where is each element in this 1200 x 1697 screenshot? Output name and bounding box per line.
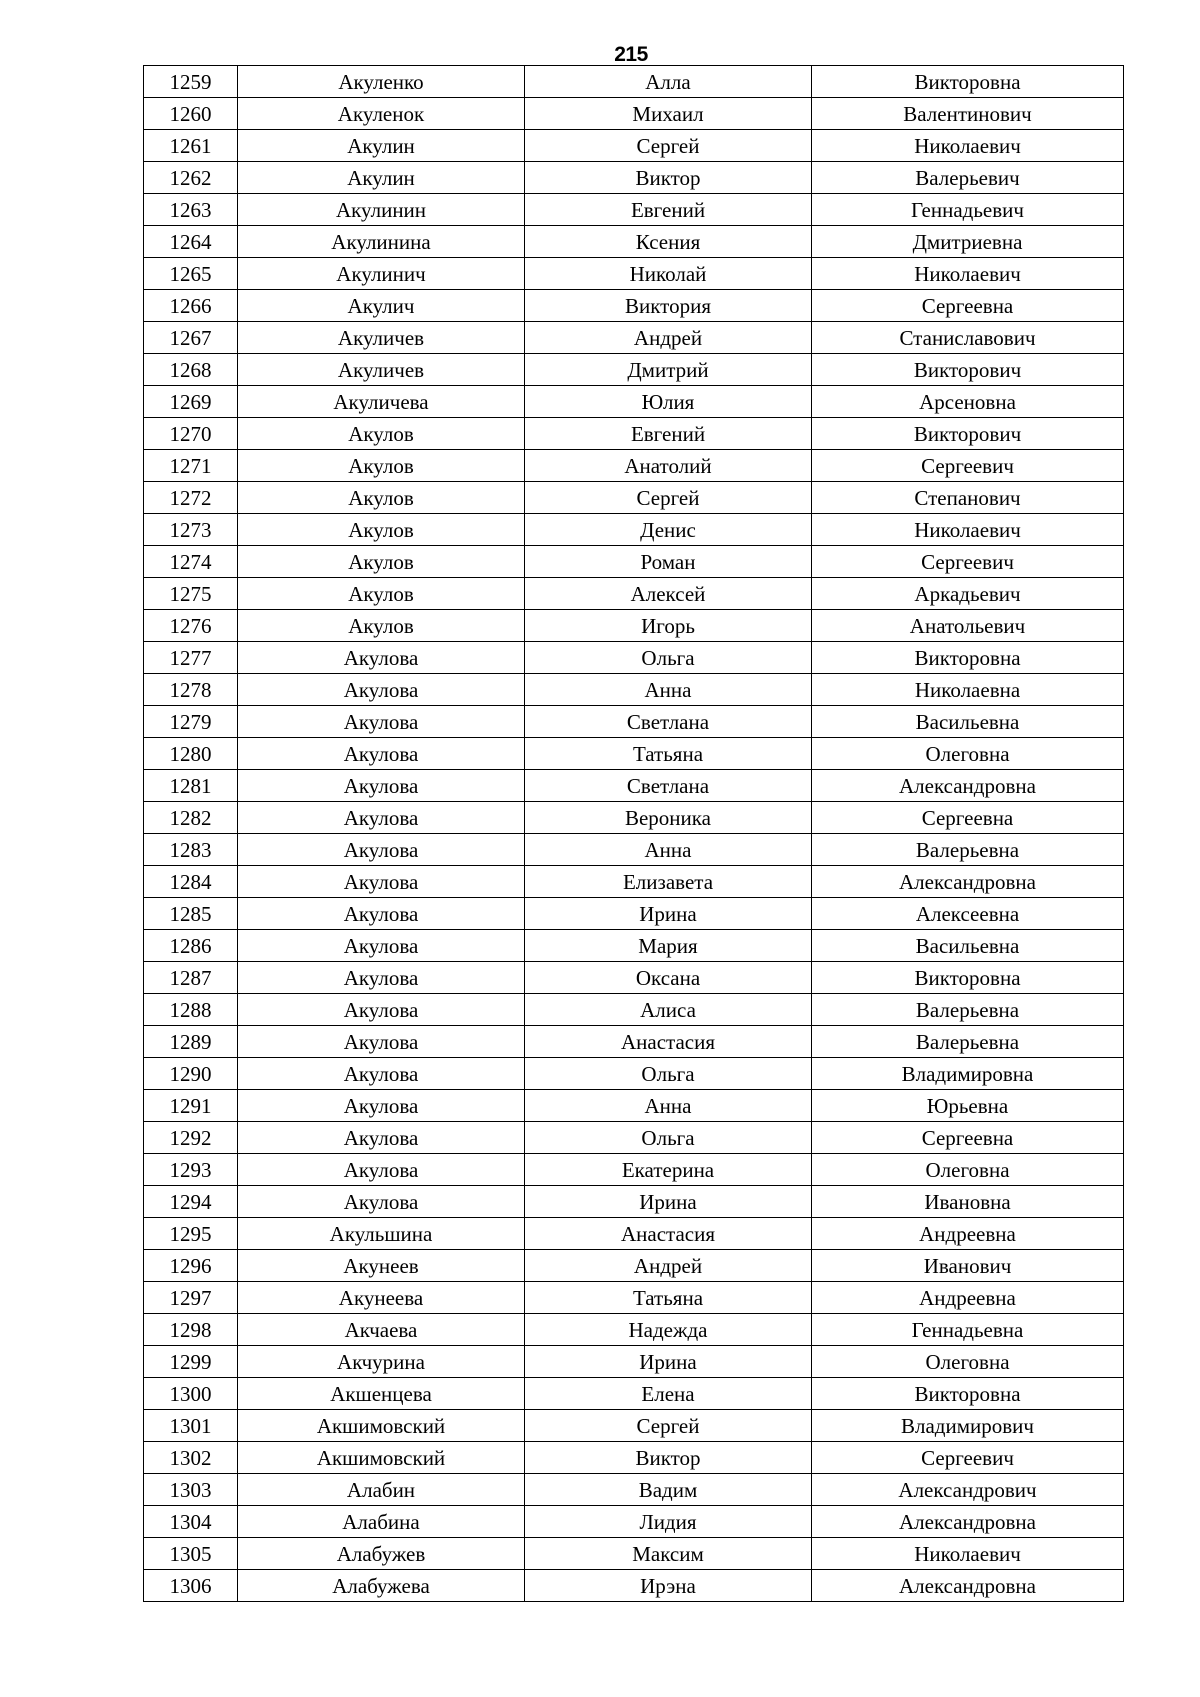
patronymic-cell: Сергеевич bbox=[812, 546, 1124, 578]
table-row bbox=[144, 322, 1124, 354]
first-name-cell: Сергей bbox=[525, 1410, 812, 1442]
first-name-cell: Анастасия bbox=[525, 1026, 812, 1058]
last-name-cell: Акульшина bbox=[238, 1218, 525, 1250]
first-name-cell: Ирина bbox=[525, 898, 812, 930]
last-name-cell: Алабужев bbox=[238, 1538, 525, 1570]
last-name-cell: Акуленко bbox=[238, 66, 525, 98]
table-row bbox=[144, 930, 1124, 962]
row-number-cell: 1304 bbox=[144, 1506, 238, 1538]
first-name-cell: Ольга bbox=[525, 642, 812, 674]
table-row bbox=[144, 834, 1124, 866]
table-row bbox=[144, 1186, 1124, 1218]
first-name-cell: Алексей bbox=[525, 578, 812, 610]
row-number-cell: 1282 bbox=[144, 802, 238, 834]
last-name-cell: Акулов bbox=[238, 450, 525, 482]
last-name-cell: Алабин bbox=[238, 1474, 525, 1506]
table-row bbox=[144, 1218, 1124, 1250]
first-name-cell: Вероника bbox=[525, 802, 812, 834]
row-number-cell: 1283 bbox=[144, 834, 238, 866]
last-name-cell: Акулова bbox=[238, 1186, 525, 1218]
patronymic-cell: Викторовна bbox=[812, 642, 1124, 674]
first-name-cell: Андрей bbox=[525, 322, 812, 354]
patronymic-cell: Валентинович bbox=[812, 98, 1124, 130]
first-name-cell: Лидия bbox=[525, 1506, 812, 1538]
page-number: 215 bbox=[614, 43, 648, 66]
table-row bbox=[144, 738, 1124, 770]
patronymic-cell: Николаевич bbox=[812, 514, 1124, 546]
row-number-cell: 1264 bbox=[144, 226, 238, 258]
last-name-cell: Акулова bbox=[238, 770, 525, 802]
row-number-cell: 1293 bbox=[144, 1154, 238, 1186]
last-name-cell: Акулин bbox=[238, 130, 525, 162]
first-name-cell: Сергей bbox=[525, 130, 812, 162]
patronymic-cell: Аркадьевич bbox=[812, 578, 1124, 610]
last-name-cell: Акшимовский bbox=[238, 1410, 525, 1442]
last-name-cell: Акулинич bbox=[238, 258, 525, 290]
patronymic-cell: Юрьевна bbox=[812, 1090, 1124, 1122]
table-row bbox=[144, 1026, 1124, 1058]
table-row bbox=[144, 962, 1124, 994]
patronymic-cell: Арсеновна bbox=[812, 386, 1124, 418]
first-name-cell: Юлия bbox=[525, 386, 812, 418]
first-name-cell: Вадим bbox=[525, 1474, 812, 1506]
last-name-cell: Акулов bbox=[238, 482, 525, 514]
patronymic-cell: Александровна bbox=[812, 770, 1124, 802]
first-name-cell: Елизавета bbox=[525, 866, 812, 898]
patronymic-cell: Сергеевна bbox=[812, 802, 1124, 834]
table-row bbox=[144, 1378, 1124, 1410]
row-number-cell: 1303 bbox=[144, 1474, 238, 1506]
row-number-cell: 1291 bbox=[144, 1090, 238, 1122]
patronymic-cell: Владимирович bbox=[812, 1410, 1124, 1442]
first-name-cell: Роман bbox=[525, 546, 812, 578]
patronymic-cell: Олеговна bbox=[812, 1154, 1124, 1186]
patronymic-cell: Викторович bbox=[812, 418, 1124, 450]
last-name-cell: Акулин bbox=[238, 162, 525, 194]
first-name-cell: Ирина bbox=[525, 1346, 812, 1378]
patronymic-cell: Валерьевна bbox=[812, 994, 1124, 1026]
last-name-cell: Акулова bbox=[238, 1154, 525, 1186]
table-row bbox=[144, 1570, 1124, 1602]
first-name-cell: Максим bbox=[525, 1538, 812, 1570]
first-name-cell: Денис bbox=[525, 514, 812, 546]
patronymic-cell: Владимировна bbox=[812, 1058, 1124, 1090]
table-row bbox=[144, 66, 1124, 98]
last-name-cell: Акшимовский bbox=[238, 1442, 525, 1474]
table-row bbox=[144, 1314, 1124, 1346]
last-name-cell: Акулов bbox=[238, 546, 525, 578]
first-name-cell: Сергей bbox=[525, 482, 812, 514]
last-name-cell: Акулов bbox=[238, 418, 525, 450]
table-row bbox=[144, 418, 1124, 450]
last-name-cell: Акулова bbox=[238, 738, 525, 770]
last-name-cell: Акулова bbox=[238, 1122, 525, 1154]
row-number-cell: 1260 bbox=[144, 98, 238, 130]
row-number-cell: 1299 bbox=[144, 1346, 238, 1378]
patronymic-cell: Викторовна bbox=[812, 66, 1124, 98]
row-number-cell: 1297 bbox=[144, 1282, 238, 1314]
row-number-cell: 1287 bbox=[144, 962, 238, 994]
first-name-cell: Евгений bbox=[525, 194, 812, 226]
patronymic-cell: Александровна bbox=[812, 1506, 1124, 1538]
first-name-cell: Ольга bbox=[525, 1058, 812, 1090]
table-row bbox=[144, 578, 1124, 610]
first-name-cell: Светлана bbox=[525, 706, 812, 738]
table-row bbox=[144, 1538, 1124, 1570]
table-row bbox=[144, 802, 1124, 834]
table-row bbox=[144, 354, 1124, 386]
patronymic-cell: Николаевич bbox=[812, 258, 1124, 290]
last-name-cell: Акулова bbox=[238, 1090, 525, 1122]
row-number-cell: 1278 bbox=[144, 674, 238, 706]
table-row bbox=[144, 1090, 1124, 1122]
last-name-cell: Акчурина bbox=[238, 1346, 525, 1378]
first-name-cell: Екатерина bbox=[525, 1154, 812, 1186]
last-name-cell: Акулинина bbox=[238, 226, 525, 258]
last-name-cell: Акулова bbox=[238, 930, 525, 962]
table-row bbox=[144, 162, 1124, 194]
first-name-cell: Надежда bbox=[525, 1314, 812, 1346]
patronymic-cell: Александровна bbox=[812, 1570, 1124, 1602]
last-name-cell: Акулова bbox=[238, 1026, 525, 1058]
row-number-cell: 1298 bbox=[144, 1314, 238, 1346]
patronymic-cell: Викторовна bbox=[812, 962, 1124, 994]
patronymic-cell: Ивановна bbox=[812, 1186, 1124, 1218]
first-name-cell: Игорь bbox=[525, 610, 812, 642]
row-number-cell: 1294 bbox=[144, 1186, 238, 1218]
last-name-cell: Алабина bbox=[238, 1506, 525, 1538]
last-name-cell: Акулова bbox=[238, 962, 525, 994]
patronymic-cell: Александровна bbox=[812, 866, 1124, 898]
table-row bbox=[144, 706, 1124, 738]
table-row bbox=[144, 1058, 1124, 1090]
row-number-cell: 1305 bbox=[144, 1538, 238, 1570]
patronymic-cell: Валерьевна bbox=[812, 834, 1124, 866]
patronymic-cell: Андреевна bbox=[812, 1282, 1124, 1314]
name-register-table bbox=[143, 65, 1124, 1602]
last-name-cell: Акулов bbox=[238, 578, 525, 610]
patronymic-cell: Дмитриевна bbox=[812, 226, 1124, 258]
first-name-cell: Анастасия bbox=[525, 1218, 812, 1250]
first-name-cell: Ирэна bbox=[525, 1570, 812, 1602]
table-row bbox=[144, 1122, 1124, 1154]
patronymic-cell: Николаевич bbox=[812, 130, 1124, 162]
first-name-cell: Светлана bbox=[525, 770, 812, 802]
row-number-cell: 1268 bbox=[144, 354, 238, 386]
table-row bbox=[144, 1506, 1124, 1538]
table-row bbox=[144, 290, 1124, 322]
table-row bbox=[144, 258, 1124, 290]
patronymic-cell: Олеговна bbox=[812, 1346, 1124, 1378]
row-number-cell: 1301 bbox=[144, 1410, 238, 1442]
table-row bbox=[144, 1154, 1124, 1186]
row-number-cell: 1306 bbox=[144, 1570, 238, 1602]
patronymic-cell: Иванович bbox=[812, 1250, 1124, 1282]
last-name-cell: Акуличева bbox=[238, 386, 525, 418]
patronymic-cell: Олеговна bbox=[812, 738, 1124, 770]
last-name-cell: Акулова bbox=[238, 802, 525, 834]
patronymic-cell: Сергеевна bbox=[812, 1122, 1124, 1154]
table-row bbox=[144, 610, 1124, 642]
table-row bbox=[144, 866, 1124, 898]
last-name-cell: Алабужева bbox=[238, 1570, 525, 1602]
patronymic-cell: Александрович bbox=[812, 1474, 1124, 1506]
table-row bbox=[144, 770, 1124, 802]
last-name-cell: Акулова bbox=[238, 866, 525, 898]
table-row bbox=[144, 1410, 1124, 1442]
row-number-cell: 1274 bbox=[144, 546, 238, 578]
row-number-cell: 1286 bbox=[144, 930, 238, 962]
row-number-cell: 1302 bbox=[144, 1442, 238, 1474]
first-name-cell: Виктор bbox=[525, 162, 812, 194]
first-name-cell: Ирина bbox=[525, 1186, 812, 1218]
row-number-cell: 1284 bbox=[144, 866, 238, 898]
table-row bbox=[144, 226, 1124, 258]
table-row bbox=[144, 1250, 1124, 1282]
row-number-cell: 1263 bbox=[144, 194, 238, 226]
row-number-cell: 1292 bbox=[144, 1122, 238, 1154]
first-name-cell: Мария bbox=[525, 930, 812, 962]
patronymic-cell: Степанович bbox=[812, 482, 1124, 514]
last-name-cell: Акуличев bbox=[238, 322, 525, 354]
table-row bbox=[144, 1282, 1124, 1314]
row-number-cell: 1273 bbox=[144, 514, 238, 546]
last-name-cell: Акулова bbox=[238, 642, 525, 674]
first-name-cell: Виктория bbox=[525, 290, 812, 322]
last-name-cell: Акулова bbox=[238, 674, 525, 706]
first-name-cell: Михаил bbox=[525, 98, 812, 130]
first-name-cell: Анна bbox=[525, 1090, 812, 1122]
last-name-cell: Акулова bbox=[238, 834, 525, 866]
patronymic-cell: Геннадьевна bbox=[812, 1314, 1124, 1346]
row-number-cell: 1266 bbox=[144, 290, 238, 322]
first-name-cell: Андрей bbox=[525, 1250, 812, 1282]
first-name-cell: Алиса bbox=[525, 994, 812, 1026]
row-number-cell: 1279 bbox=[144, 706, 238, 738]
table-row bbox=[144, 898, 1124, 930]
table-row bbox=[144, 674, 1124, 706]
last-name-cell: Акунеев bbox=[238, 1250, 525, 1282]
table-row bbox=[144, 994, 1124, 1026]
patronymic-cell: Анатольевич bbox=[812, 610, 1124, 642]
last-name-cell: Акулич bbox=[238, 290, 525, 322]
patronymic-cell: Сергеевич bbox=[812, 450, 1124, 482]
table-row bbox=[144, 194, 1124, 226]
first-name-cell: Дмитрий bbox=[525, 354, 812, 386]
last-name-cell: Акуленок bbox=[238, 98, 525, 130]
register-body bbox=[144, 66, 1124, 1602]
row-number-cell: 1300 bbox=[144, 1378, 238, 1410]
first-name-cell: Анна bbox=[525, 834, 812, 866]
row-number-cell: 1289 bbox=[144, 1026, 238, 1058]
table-row bbox=[144, 546, 1124, 578]
row-number-cell: 1277 bbox=[144, 642, 238, 674]
first-name-cell: Анна bbox=[525, 674, 812, 706]
patronymic-cell: Станиславович bbox=[812, 322, 1124, 354]
row-number-cell: 1272 bbox=[144, 482, 238, 514]
table-row bbox=[144, 514, 1124, 546]
last-name-cell: Акулов bbox=[238, 514, 525, 546]
patronymic-cell: Викторович bbox=[812, 354, 1124, 386]
patronymic-cell: Васильевна bbox=[812, 706, 1124, 738]
patronymic-cell: Николаевич bbox=[812, 1538, 1124, 1570]
last-name-cell: Акулова bbox=[238, 994, 525, 1026]
patronymic-cell: Николаевна bbox=[812, 674, 1124, 706]
row-number-cell: 1262 bbox=[144, 162, 238, 194]
first-name-cell: Анатолий bbox=[525, 450, 812, 482]
last-name-cell: Акулов bbox=[238, 610, 525, 642]
table-row bbox=[144, 1474, 1124, 1506]
first-name-cell: Елена bbox=[525, 1378, 812, 1410]
first-name-cell: Виктор bbox=[525, 1442, 812, 1474]
first-name-cell: Ксения bbox=[525, 226, 812, 258]
table-row bbox=[144, 130, 1124, 162]
last-name-cell: Акунеева bbox=[238, 1282, 525, 1314]
row-number-cell: 1261 bbox=[144, 130, 238, 162]
row-number-cell: 1275 bbox=[144, 578, 238, 610]
table-row bbox=[144, 1346, 1124, 1378]
patronymic-cell: Васильевна bbox=[812, 930, 1124, 962]
row-number-cell: 1270 bbox=[144, 418, 238, 450]
table-row bbox=[144, 450, 1124, 482]
row-number-cell: 1267 bbox=[144, 322, 238, 354]
first-name-cell: Ольга bbox=[525, 1122, 812, 1154]
row-number-cell: 1290 bbox=[144, 1058, 238, 1090]
patronymic-cell: Андреевна bbox=[812, 1218, 1124, 1250]
first-name-cell: Оксана bbox=[525, 962, 812, 994]
last-name-cell: Акулова bbox=[238, 898, 525, 930]
first-name-cell: Евгений bbox=[525, 418, 812, 450]
patronymic-cell: Алексеевна bbox=[812, 898, 1124, 930]
patronymic-cell: Сергеевич bbox=[812, 1442, 1124, 1474]
last-name-cell: Акшенцева bbox=[238, 1378, 525, 1410]
patronymic-cell: Валерьевич bbox=[812, 162, 1124, 194]
row-number-cell: 1259 bbox=[144, 66, 238, 98]
first-name-cell: Алла bbox=[525, 66, 812, 98]
row-number-cell: 1296 bbox=[144, 1250, 238, 1282]
first-name-cell: Николай bbox=[525, 258, 812, 290]
table-row bbox=[144, 1442, 1124, 1474]
first-name-cell: Татьяна bbox=[525, 1282, 812, 1314]
last-name-cell: Акчаева bbox=[238, 1314, 525, 1346]
row-number-cell: 1288 bbox=[144, 994, 238, 1026]
table-row bbox=[144, 386, 1124, 418]
table-row bbox=[144, 482, 1124, 514]
row-number-cell: 1285 bbox=[144, 898, 238, 930]
patronymic-cell: Валерьевна bbox=[812, 1026, 1124, 1058]
last-name-cell: Акулова bbox=[238, 706, 525, 738]
table-row bbox=[144, 642, 1124, 674]
table-row bbox=[144, 98, 1124, 130]
row-number-cell: 1276 bbox=[144, 610, 238, 642]
patronymic-cell: Геннадьевич bbox=[812, 194, 1124, 226]
patronymic-cell: Викторовна bbox=[812, 1378, 1124, 1410]
last-name-cell: Акулова bbox=[238, 1058, 525, 1090]
last-name-cell: Акуличев bbox=[238, 354, 525, 386]
row-number-cell: 1271 bbox=[144, 450, 238, 482]
row-number-cell: 1280 bbox=[144, 738, 238, 770]
row-number-cell: 1265 bbox=[144, 258, 238, 290]
row-number-cell: 1281 bbox=[144, 770, 238, 802]
patronymic-cell: Сергеевна bbox=[812, 290, 1124, 322]
row-number-cell: 1269 bbox=[144, 386, 238, 418]
last-name-cell: Акулинин bbox=[238, 194, 525, 226]
row-number-cell: 1295 bbox=[144, 1218, 238, 1250]
first-name-cell: Татьяна bbox=[525, 738, 812, 770]
